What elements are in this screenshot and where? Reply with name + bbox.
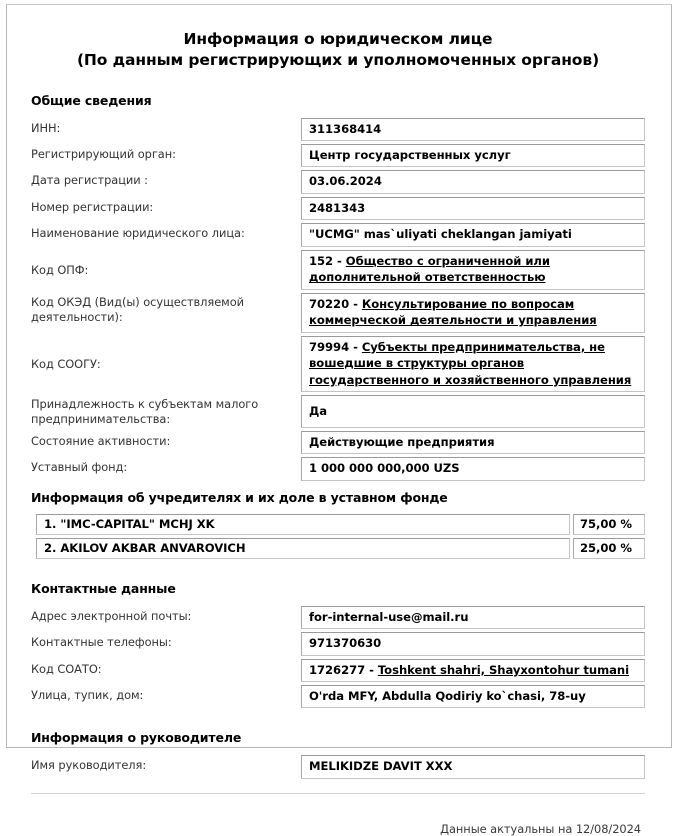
field-label-activity-state: Состояние активности: [31, 433, 171, 448]
founder-name: 2. AKILOV AKBAR ANVAROVICH [36, 538, 570, 559]
section-heading-general: Общие сведения [31, 92, 152, 108]
soato-code-number: 1726277 - [309, 662, 378, 677]
page-title [31, 29, 645, 71]
oked-code-link[interactable]: Консультирование по вопросам коммерческой деятельности и управления [309, 296, 597, 328]
field-row-small-business [31, 395, 645, 428]
field-row-opf-code [31, 250, 645, 290]
document-body [7, 5, 671, 836]
section-heading-founders: Информация об учредителях и их доле в уставном фонде [31, 489, 448, 505]
founder-row [31, 538, 645, 559]
field-value-activity-state: Действующие предприятия [301, 431, 645, 454]
field-value-phone: 971370630 [301, 632, 645, 655]
field-label-oked-code: Код ОКЭД (Вид(ы) осуществляемой деятельности): [31, 294, 244, 325]
field-row-phone [31, 632, 645, 655]
field-row-director-name [31, 755, 645, 778]
field-row-charter-fund [31, 457, 645, 480]
section-heading-contacts: Контактные данные [31, 580, 176, 596]
field-label-soato-code: Код СОАТО: [31, 661, 102, 676]
field-row-inn [31, 118, 645, 141]
founder-row [31, 514, 645, 535]
field-value-opf-code [301, 250, 645, 290]
field-value-oked-code [301, 293, 645, 333]
field-value-soogu-code [301, 336, 645, 392]
field-row-oked-code [31, 293, 645, 333]
oked-code-number: 70220 - [309, 296, 362, 311]
field-value-street-address: O'rda MFY, Abdulla Qodiriy ko`chasi, 78-uy [301, 685, 645, 708]
field-value-registration-body: Центр государственных услуг [301, 144, 645, 167]
founder-share: 75,00 % [573, 514, 645, 535]
field-label-small-business: Принадлежность к субъектам малого предпринимательства: [31, 396, 259, 427]
field-row-registration-body [31, 144, 645, 167]
field-label-email: Адрес электронной почты: [31, 608, 192, 623]
field-label-charter-fund: Уставный фонд: [31, 460, 128, 475]
field-label-phone: Контактные телефоны: [31, 635, 172, 650]
field-value-small-business: Да [301, 395, 645, 428]
field-label-director-name: Имя руководителя: [31, 758, 147, 773]
field-row-street-address [31, 685, 645, 708]
field-value-inn: 311368414 [301, 118, 645, 141]
founder-share: 25,00 % [573, 538, 645, 559]
field-label-opf-code: Код ОПФ: [31, 263, 89, 278]
field-label-soogu-code: Код СООГУ: [31, 357, 101, 372]
soogu-code-link[interactable]: Субъекты предпринимательства, не вошедшие в структуры органов государственного и хозяйственного управления [309, 339, 632, 387]
section-heading-director: Информация о руководителе [31, 730, 242, 746]
field-value-entity-name: "UCMG" mas`uliyati cheklangan jamiyati [301, 223, 645, 246]
field-row-soato-code [31, 659, 645, 682]
field-row-soogu-code [31, 336, 645, 392]
field-row-registration-date [31, 170, 645, 193]
page-title-line2: (По данным регистрирующих и уполномоченных органов) [76, 50, 600, 69]
page-title-line1: Информация о юридическом лице [183, 30, 493, 48]
field-label-entity-name: Наименование юридического лица: [31, 226, 245, 241]
founder-name: 1. "IMC-CAPITAL" MCHJ XK [36, 514, 570, 535]
field-value-director-name: MELIKIDZE DAVIT XXX [301, 755, 645, 778]
field-label-registration-date: Дата регистрации : [31, 173, 148, 188]
document-page [6, 4, 672, 836]
field-value-charter-fund: 1 000 000 000,000 UZS [301, 457, 645, 480]
field-row-entity-name [31, 223, 645, 246]
field-label-street-address: Улица, тупик, дом: [31, 688, 144, 703]
footer-actuality-note: Данные актуальны на 12/08/2024 [440, 821, 641, 836]
field-value-registration-number: 2481343 [301, 197, 645, 220]
soogu-code-number: 79994 - [309, 339, 362, 354]
field-row-email [31, 606, 645, 629]
field-label-registration-body: Регистрирующий орган: [31, 146, 176, 161]
opf-code-number: 152 - [309, 253, 346, 268]
soato-code-link[interactable]: Toshkent shahri, Shayxontohur tumani [377, 662, 630, 677]
opf-code-link[interactable]: Общество с ограниченной или дополнительной ответственностью [309, 253, 550, 285]
field-value-registration-date: 03.06.2024 [301, 170, 645, 193]
field-value-email: for-internal-use@mail.ru [301, 606, 645, 629]
field-label-registration-number: Номер регистрации: [31, 199, 154, 214]
field-value-soato-code [301, 659, 645, 682]
field-row-activity-state [31, 431, 645, 454]
field-row-registration-number [31, 197, 645, 220]
field-label-inn: ИНН: [31, 120, 61, 135]
